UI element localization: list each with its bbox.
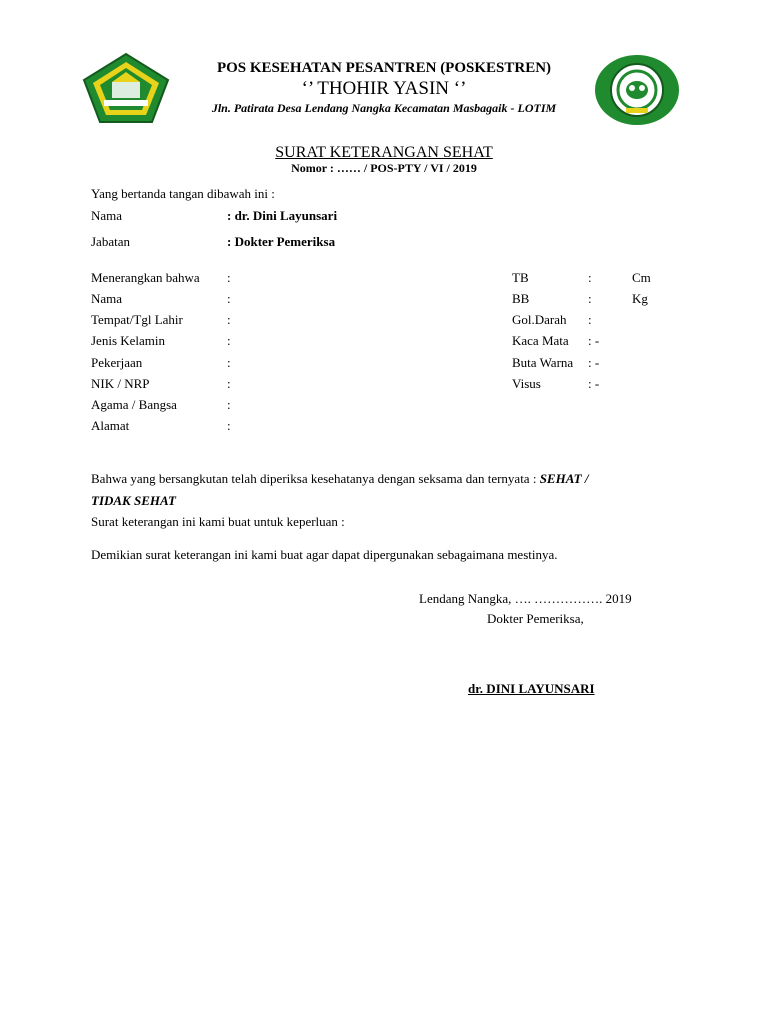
field-colon: : [588, 291, 592, 306]
result-option-healthy: SEHAT / [539, 471, 589, 486]
field-colon: : [227, 270, 231, 285]
field-colon: : - [588, 355, 600, 370]
poskestren-name: ‘’ THOHIR YASIN ‘’ [301, 78, 467, 99]
purpose-line: Surat keterangan ini kami buat untuk keperluan : [91, 514, 345, 529]
field-label: Pekerjaan [91, 355, 143, 370]
place-date: Lendang Nangka, …. ……………. 2019 [419, 591, 632, 606]
field-label: TB [512, 270, 529, 285]
signer-intro: Yang bertanda tangan dibawah ini : [91, 186, 275, 201]
field-label: Nama [91, 291, 123, 306]
exam-statement [91, 471, 588, 487]
field-label: Alamat [91, 418, 130, 433]
result-option-unhealthy: TIDAK SEHAT [91, 493, 176, 508]
field-label: Gol.Darah [512, 312, 567, 327]
signer-role: Dokter Pemeriksa, [487, 611, 584, 626]
field-colon: : [227, 397, 231, 412]
field-colon: : [227, 418, 231, 433]
document-title-text: SURAT KETERANGAN SEHAT [275, 144, 493, 161]
field-label: Kaca Mata [512, 333, 569, 348]
field-colon: : [227, 312, 231, 327]
field-label: Menerangkan bahwa [91, 270, 200, 285]
field-colon: : [227, 376, 231, 391]
field-colon: : [588, 270, 592, 285]
signer-role-value: : Dokter Pemeriksa [227, 234, 336, 249]
address-line: Jln. Patirata Desa Lendang Nangka Kecamatan Masbagaik - LOTIM [211, 101, 557, 115]
field-colon: : [227, 291, 231, 306]
field-colon: : - [588, 333, 600, 348]
signer-role-label: Jabatan [91, 234, 130, 249]
field-colon: : [588, 312, 592, 327]
field-label: BB [512, 291, 530, 306]
exam-statement-text: Bahwa yang bersangkutan telah diperiksa kesehatanya dengan seksama dan ternyata : [91, 471, 537, 486]
field-label: Buta Warna [512, 355, 574, 370]
signer-name-label: Nama [91, 208, 123, 223]
signer-signature-name: dr. DINI LAYUNSARI [468, 681, 595, 696]
document-title [150, 144, 618, 162]
field-label: Tempat/Tgl Lahir [91, 312, 183, 327]
signer-name-value: : dr. Dini Layunsari [227, 208, 338, 223]
closing-line: Demikian surat keterangan ini kami buat agar dapat dipergunakan sebagaimana mestinya. [91, 547, 558, 562]
field-label: NIK / NRP [91, 376, 150, 391]
field-unit: Cm [632, 270, 651, 285]
org-name: POS KESEHATAN PESANTREN (POSKESTREN) [216, 60, 552, 76]
document-number: Nomor : …… / POS-PTY / VI / 2019 [291, 161, 477, 175]
field-unit: Kg [632, 291, 648, 306]
field-colon: : - [588, 376, 600, 391]
field-label: Jenis Kelamin [91, 333, 166, 348]
field-label: Visus [512, 376, 541, 391]
field-colon: : [227, 333, 231, 348]
field-label: Agama / Bangsa [91, 397, 177, 412]
field-colon: : [227, 355, 231, 370]
